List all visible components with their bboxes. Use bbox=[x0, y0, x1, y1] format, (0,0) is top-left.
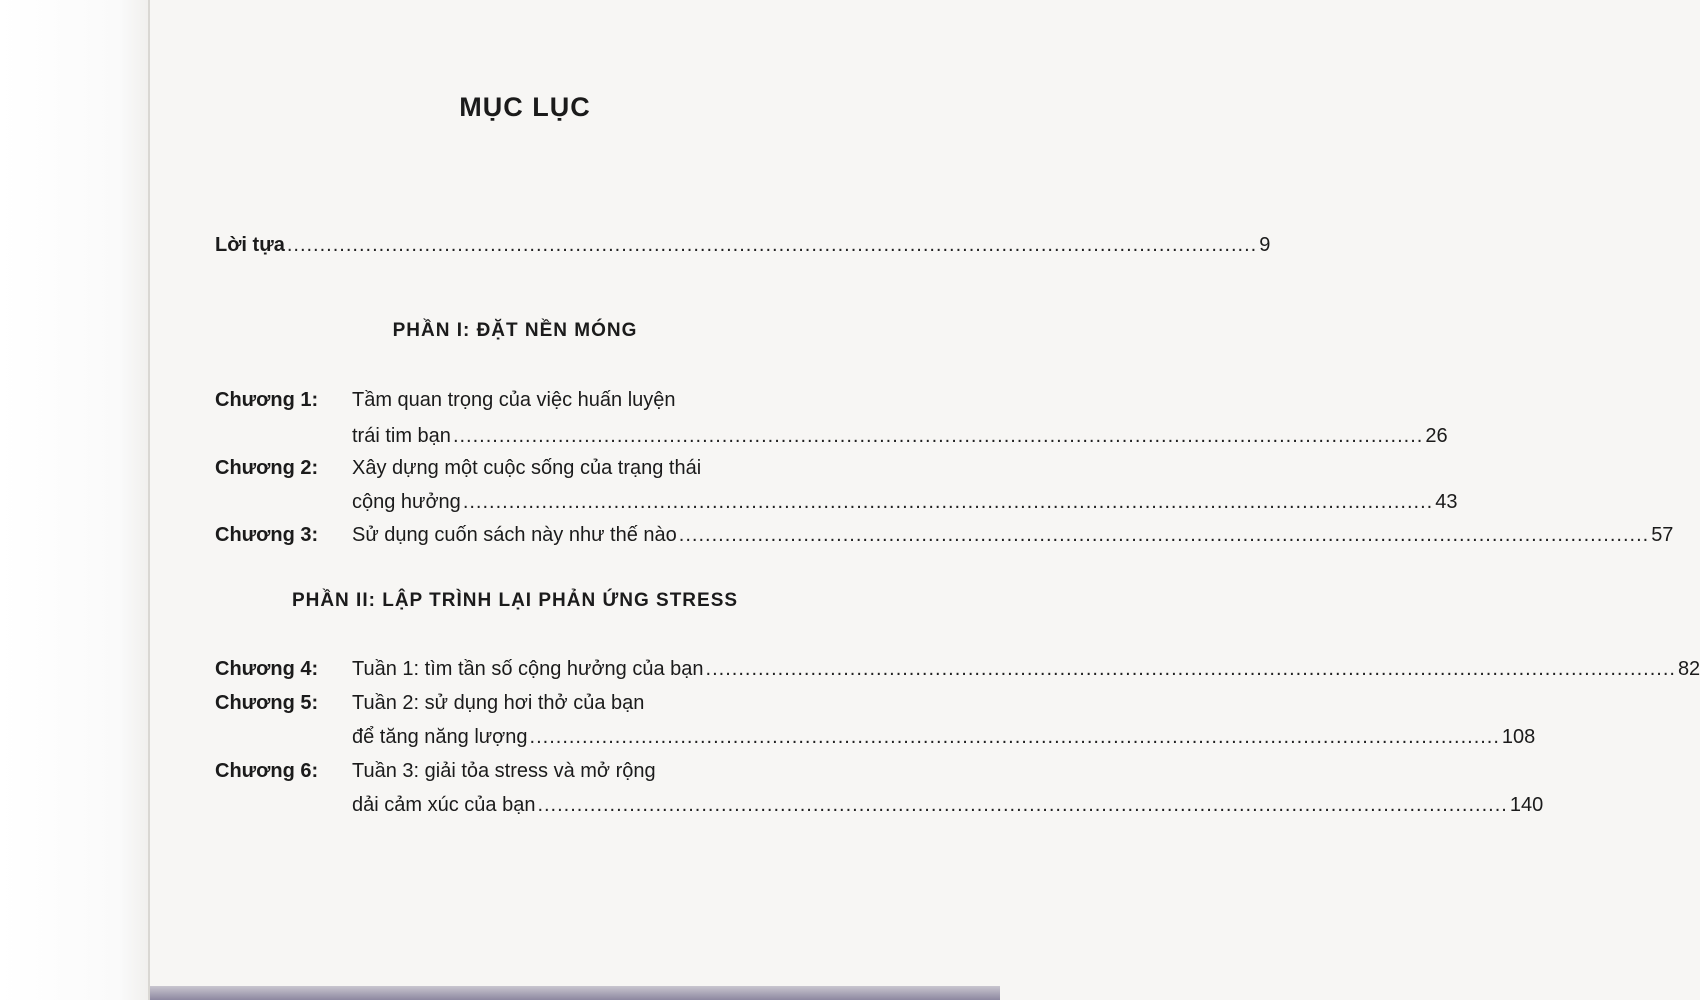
chapter-2-title-line2: cộng hưởng bbox=[352, 491, 461, 513]
chapter-1-title-line2: trái tim bạn bbox=[352, 425, 451, 447]
chapter-1-page: 26 bbox=[1425, 425, 1448, 447]
chapter-3-label: Chương 3: bbox=[215, 524, 319, 546]
chapter-1-label: Chương 1: bbox=[215, 389, 319, 411]
chapter-5-label: Chương 5: bbox=[215, 692, 319, 714]
chapter-6-page: 140 bbox=[1509, 794, 1544, 816]
leader-dots: .................................................................................................................................................... bbox=[537, 794, 1508, 816]
leader-dots: .................................................................................................................................................... bbox=[529, 726, 1500, 748]
toc-entry-chapter-6 bbox=[215, 753, 790, 789]
chapter-6-title-line1: Tuần 3: giải tỏa stress và mở rộng bbox=[352, 760, 656, 782]
chapter-6-label: Chương 6: bbox=[215, 760, 319, 782]
preface-title: Lời tựa bbox=[215, 234, 285, 256]
chapter-2-title-line1: Xây dựng một cuộc sống của trạng thái bbox=[352, 457, 702, 479]
chapter-5-title-line2: để tăng năng lượng bbox=[352, 726, 528, 748]
chapter-3-title: Sử dụng cuốn sách này như thế nào bbox=[352, 524, 677, 546]
toc-entry-chapter-5 bbox=[215, 685, 790, 721]
chapter-5-title-line1: Tuần 2: sử dụng hơi thở của bạn bbox=[352, 692, 645, 714]
toc-entry-chapter-5-cont bbox=[215, 719, 1536, 755]
leader-dots: .................................................................................................................................................... bbox=[286, 234, 1258, 256]
leader-dots: .................................................................................................................................................... bbox=[462, 491, 1434, 513]
chapter-1-title-line1: Tầm quan trọng của việc huấn luyện bbox=[352, 389, 676, 411]
toc-entry-chapter-3 bbox=[215, 517, 1674, 553]
toc-entry-chapter-1-cont bbox=[215, 418, 1448, 454]
chapter-4-title: Tuần 1: tìm tần số cộng hưởng của bạn bbox=[352, 658, 704, 680]
toc-entry-chapter-2 bbox=[215, 450, 790, 486]
part-1-title: PHẦN I: ĐẶT NỀN MÓNG bbox=[392, 320, 638, 341]
page-edge bbox=[0, 0, 150, 1000]
chapter-4-label: Chương 4: bbox=[215, 658, 319, 680]
toc-entry-chapter-2-cont bbox=[215, 484, 1458, 520]
bottom-page-strip bbox=[150, 986, 1000, 1000]
chapter-4-page: 82 bbox=[1677, 658, 1700, 680]
chapter-2-label: Chương 2: bbox=[215, 457, 319, 479]
chapter-3-page: 57 bbox=[1651, 524, 1674, 546]
chapter-2-page: 43 bbox=[1435, 491, 1458, 513]
chapter-6-title-line2: dải cảm xúc của bạn bbox=[352, 794, 536, 816]
leader-dots: .................................................................................................................................................... bbox=[678, 524, 1650, 546]
leader-dots: .................................................................................................................................................... bbox=[705, 658, 1676, 680]
toc-entry-chapter-6-cont bbox=[215, 787, 1544, 823]
chapter-5-page: 108 bbox=[1501, 726, 1536, 748]
leader-dots: .................................................................................................................................................... bbox=[452, 425, 1424, 447]
toc-entry-chapter-1 bbox=[215, 382, 790, 418]
toc-entry-chapter-4 bbox=[215, 651, 1700, 687]
preface-page: 9 bbox=[1259, 234, 1271, 256]
page-title: MỤC LỤC bbox=[459, 92, 591, 122]
part-2-title: PHẦN II: LẬP TRÌNH LẠI PHẢN ỨNG STRESS bbox=[291, 590, 739, 611]
toc-entry-preface bbox=[215, 227, 1271, 263]
